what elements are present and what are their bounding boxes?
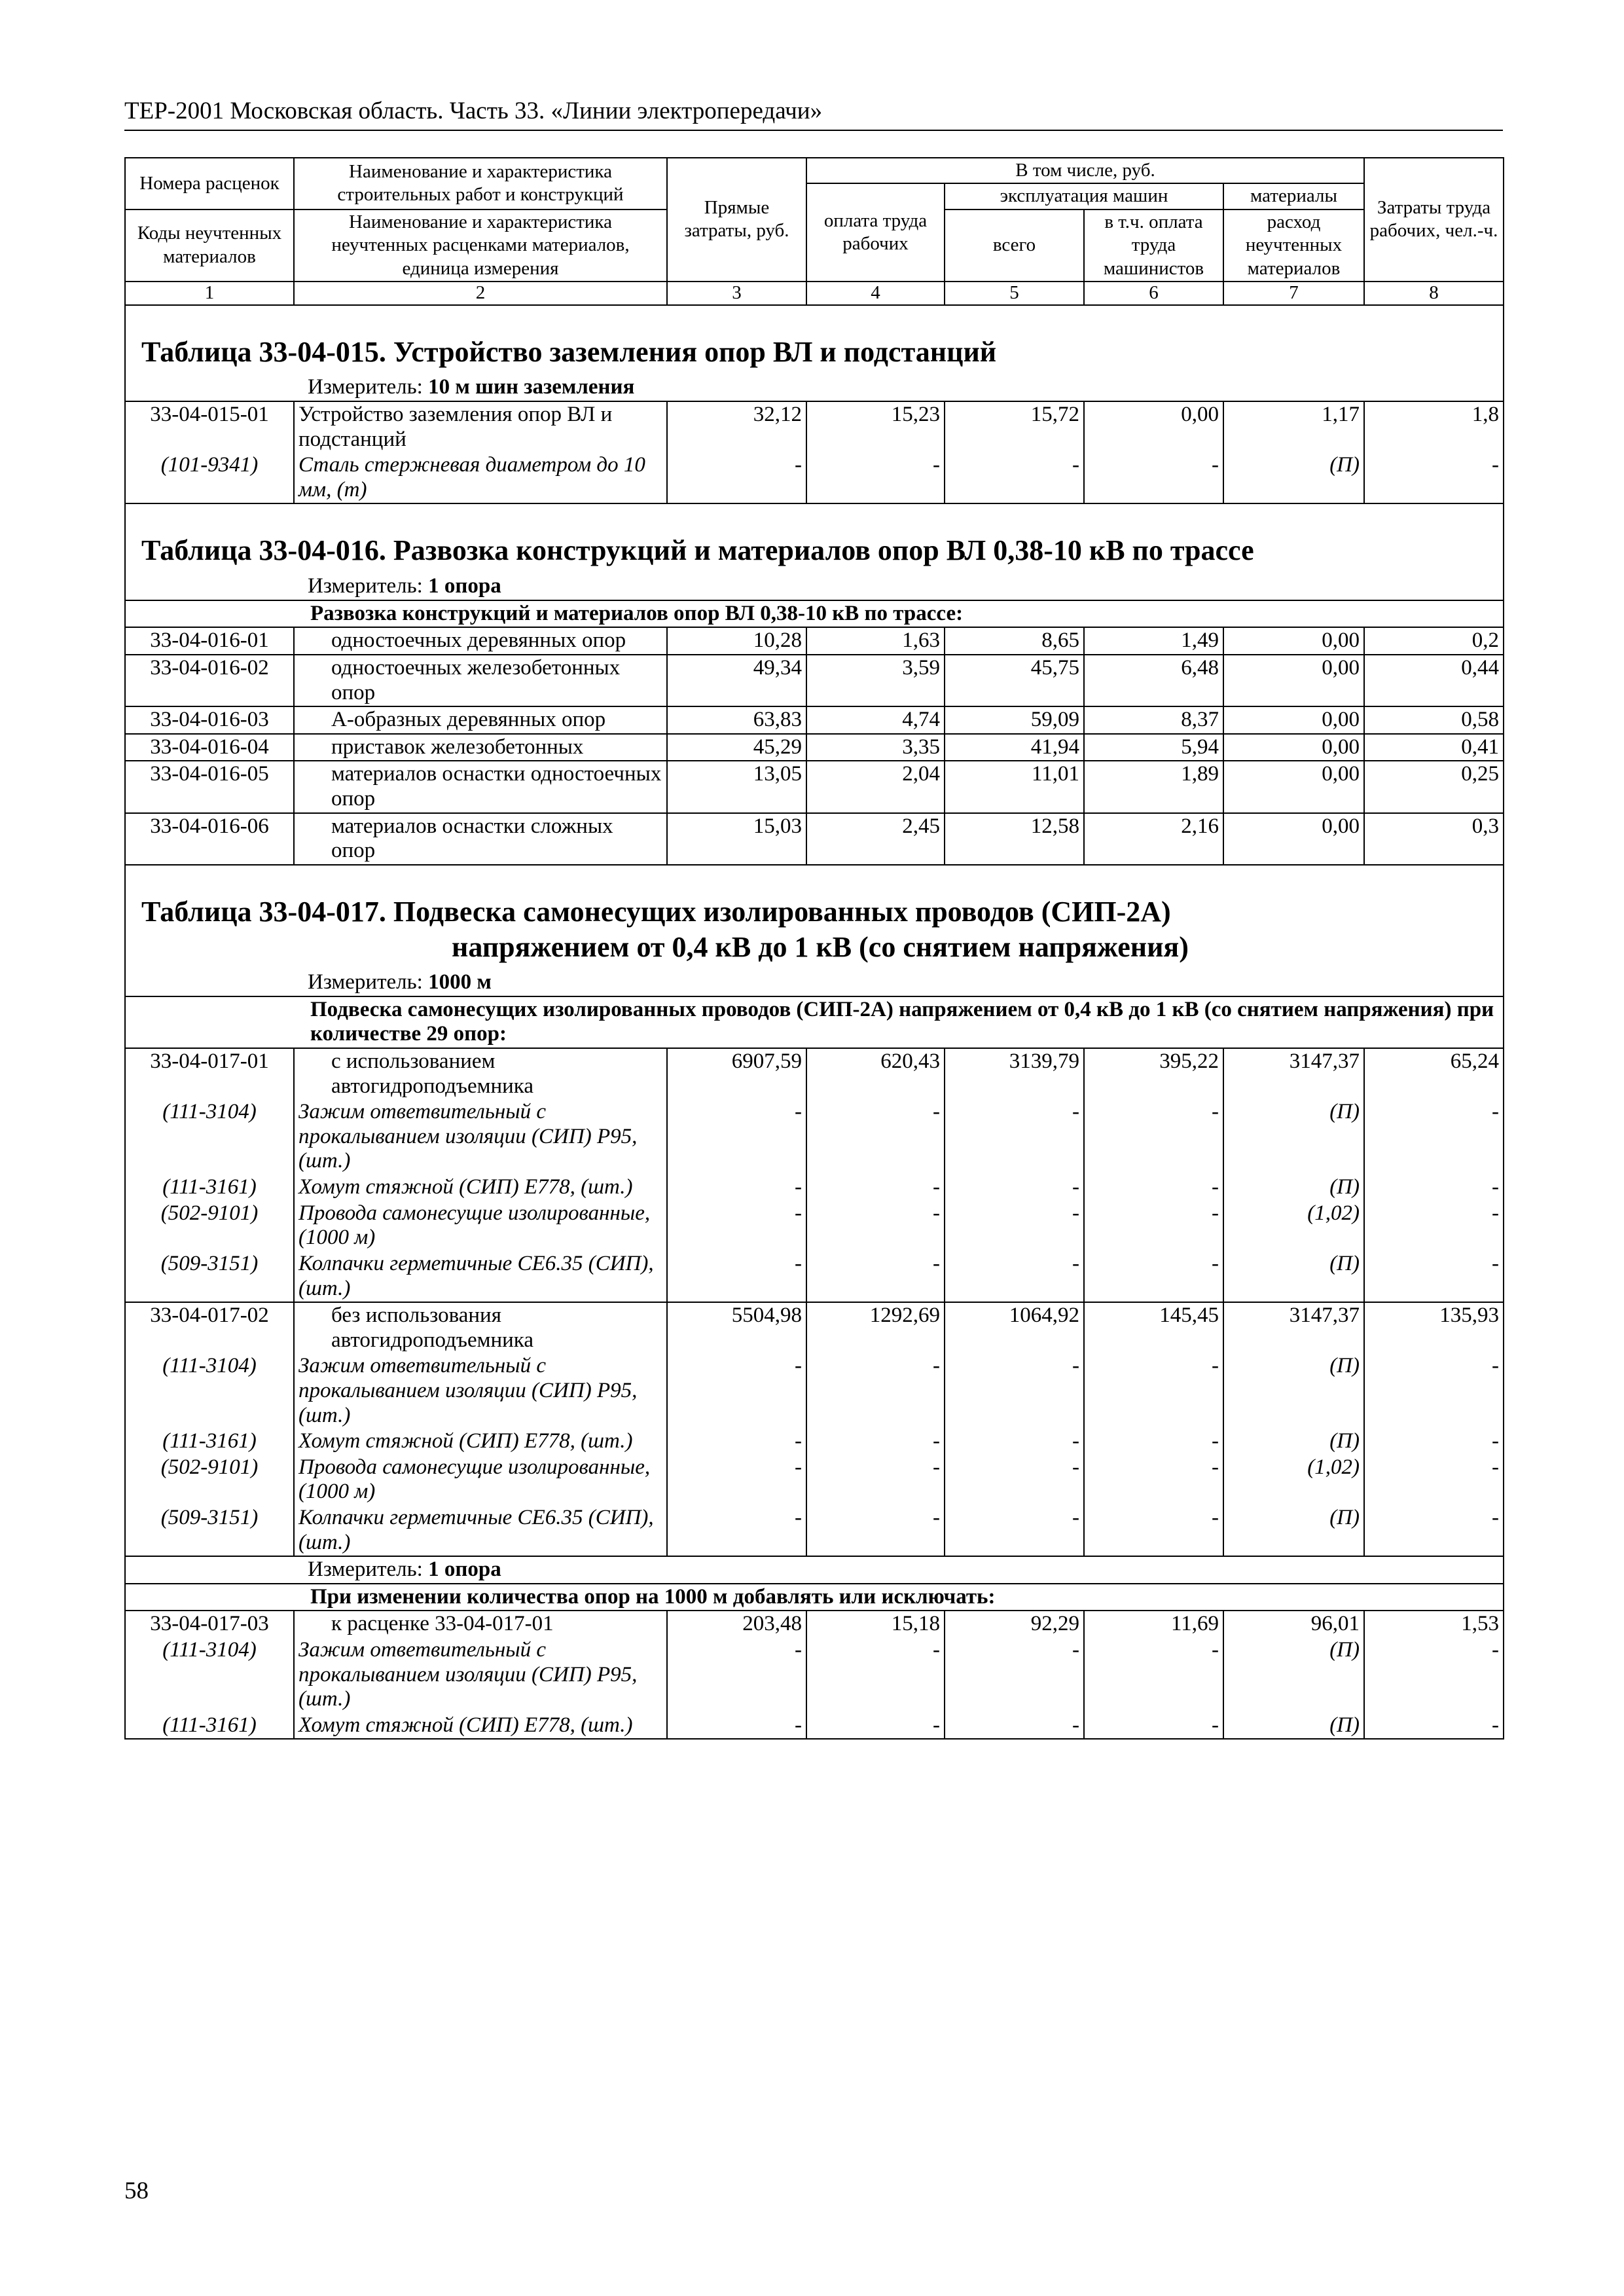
- meter-value: 10 м шин заземления: [428, 375, 635, 399]
- meter-016: [125, 574, 1504, 600]
- table-row: [125, 1175, 1504, 1201]
- machine-total: -: [945, 1099, 1084, 1175]
- table-title-line2: напряжением от 0,4 кВ до 1 кВ (со снятием напряжения): [452, 930, 1189, 963]
- material-code: (111-3104): [125, 1353, 294, 1429]
- material-name: Зажим ответвительный с прокалыванием изоляции (СИП) Р95, (шт.): [294, 1637, 667, 1713]
- labor-costs: -: [1364, 1455, 1504, 1505]
- table-header: [125, 158, 1504, 305]
- labor-costs: 0,44: [1364, 655, 1504, 706]
- table-row: [125, 1429, 1504, 1455]
- header-materials: материалы: [1223, 183, 1364, 209]
- machinist-pay: -: [1084, 1637, 1223, 1713]
- workers-pay: 2,45: [806, 813, 945, 865]
- labor-costs: -: [1364, 1505, 1504, 1556]
- header-unaccounted-materials: расход неучтенных материалов: [1223, 210, 1364, 282]
- materials: (П): [1223, 1251, 1364, 1302]
- machine-total: 41,94: [945, 734, 1084, 761]
- machine-total: -: [945, 1251, 1084, 1302]
- header-work-name: Наименование и характеристика строительных работ и конструкций: [294, 158, 667, 210]
- material-name: Зажим ответвительный с прокалыванием изоляции (СИП) Р95, (шт.): [294, 1099, 667, 1175]
- subheading-017-per-pole: При изменении количества опор на 1000 м добавлять или исключать:: [125, 1584, 1504, 1611]
- machine-total: -: [945, 1505, 1084, 1556]
- workers-pay: -: [806, 1201, 945, 1251]
- table-row: [125, 655, 1504, 706]
- table-row: [125, 1505, 1504, 1556]
- table-title-015: Таблица 33-04-015. Устройство заземления опор ВЛ и подстанций: [125, 305, 1504, 375]
- direct-costs: -: [667, 1175, 806, 1201]
- machinist-pay: -: [1084, 1175, 1223, 1201]
- table-row: [125, 1048, 1504, 1099]
- direct-costs: 63,83: [667, 706, 806, 734]
- direct-costs: 45,29: [667, 734, 806, 761]
- machine-total: -: [945, 1201, 1084, 1251]
- rate-name: Устройство заземления опор ВЛ и подстанций: [294, 401, 667, 452]
- direct-costs: -: [667, 1455, 806, 1505]
- material-name: Колпачки герметичные СЕ6.35 (СИП), (шт.): [294, 1251, 667, 1302]
- material-code: (509-3151): [125, 1251, 294, 1302]
- labor-costs: 0,2: [1364, 627, 1504, 655]
- direct-costs: 6907,59: [667, 1048, 806, 1099]
- table-row: [125, 1637, 1504, 1713]
- rate-code: 33-04-017-03: [125, 1611, 294, 1637]
- table-row: [125, 452, 1504, 503]
- materials: (П): [1223, 1505, 1364, 1556]
- machine-total: 15,72: [945, 401, 1084, 452]
- subheading-017: Подвеска самонесущих изолированных проводов (СИП-2А) напряжением от 0,4 кВ до 1 кВ (со снятием напряжения) при количестве 29 опор:: [125, 996, 1504, 1048]
- materials: 96,01: [1223, 1611, 1364, 1637]
- meter-015: [125, 374, 1504, 401]
- workers-pay: -: [806, 452, 945, 503]
- materials: 0,00: [1223, 706, 1364, 734]
- machinist-pay: 395,22: [1084, 1048, 1223, 1099]
- rate-code: 33-04-016-06: [125, 813, 294, 865]
- rate-name: приставок железобетонных: [294, 734, 667, 761]
- materials: 3147,37: [1223, 1302, 1364, 1353]
- material-code: (111-3104): [125, 1637, 294, 1713]
- table-row: [125, 1099, 1504, 1175]
- workers-pay: -: [806, 1637, 945, 1713]
- machinist-pay: 0,00: [1084, 401, 1223, 452]
- rate-name: одностоечных железобетонных опор: [294, 655, 667, 706]
- rate-code: 33-04-016-02: [125, 655, 294, 706]
- workers-pay: 2,04: [806, 761, 945, 812]
- rate-code: 33-04-016-03: [125, 706, 294, 734]
- materials: 1,17: [1223, 401, 1364, 452]
- meter-label: Измеритель:: [308, 1558, 423, 1582]
- meter-label: Измеритель:: [308, 970, 423, 994]
- table-title-016: Таблица 33-04-016. Развозка конструкций и материалов опор ВЛ 0,38-10 кВ по трассе: [125, 503, 1504, 574]
- labor-costs: 65,24: [1364, 1048, 1504, 1099]
- table-row: [125, 1201, 1504, 1251]
- labor-costs: -: [1364, 1637, 1504, 1713]
- material-name: Хомут стяжной (СИП) Е778, (шт.): [294, 1713, 667, 1740]
- meter-value: 1 опора: [428, 1558, 501, 1582]
- table-row: [125, 706, 1504, 734]
- machine-total: 11,01: [945, 761, 1084, 812]
- running-title: ТЕР-2001 Московская область. Часть 33. «Линии электропередачи»: [124, 98, 823, 124]
- workers-pay: 1,63: [806, 627, 945, 655]
- col-number: 4: [806, 282, 945, 305]
- table-row: [125, 1302, 1504, 1353]
- labor-costs: -: [1364, 1175, 1504, 1201]
- workers-pay: -: [806, 1455, 945, 1505]
- machinist-pay: -: [1084, 1429, 1223, 1455]
- machinist-pay: -: [1084, 1201, 1223, 1251]
- header-unaccounted-names: Наименование и характеристика неучтенных расценками материалов, единица измерения: [294, 210, 667, 282]
- rate-code: 33-04-017-01: [125, 1048, 294, 1099]
- meter-017-per-pole: [125, 1556, 1504, 1584]
- materials: 0,00: [1223, 655, 1364, 706]
- direct-costs: 49,34: [667, 655, 806, 706]
- direct-costs: 10,28: [667, 627, 806, 655]
- labor-costs: -: [1364, 452, 1504, 503]
- table-row: [125, 1251, 1504, 1302]
- col-number: 7: [1223, 282, 1364, 305]
- col-number: 2: [294, 282, 667, 305]
- machine-total: 1064,92: [945, 1302, 1084, 1353]
- direct-costs: -: [667, 452, 806, 503]
- labor-costs: 1,53: [1364, 1611, 1504, 1637]
- header-machine-operation: эксплуатация машин: [945, 183, 1223, 209]
- material-code: (101-9341): [125, 452, 294, 503]
- table-row: [125, 401, 1504, 452]
- labor-costs: -: [1364, 1099, 1504, 1175]
- machinist-pay: -: [1084, 1455, 1223, 1505]
- material-name: Хомут стяжной (СИП) Е778, (шт.): [294, 1429, 667, 1455]
- header-machine-total: всего: [945, 210, 1084, 282]
- table-title-017: [125, 865, 1504, 970]
- header-labor-costs: Затраты труда рабочих, чел.-ч.: [1364, 158, 1504, 282]
- materials: (П): [1223, 1713, 1364, 1740]
- machinist-pay: 1,49: [1084, 627, 1223, 655]
- materials: (П): [1223, 1637, 1364, 1713]
- material-name: Зажим ответвительный с прокалыванием изоляции (СИП) Р95, (шт.): [294, 1353, 667, 1429]
- header-direct-costs: Прямые затраты, руб.: [667, 158, 806, 282]
- rate-name: материалов оснастки одностоечных опор: [294, 761, 667, 812]
- header-workers-pay: оплата труда рабочих: [806, 183, 945, 282]
- direct-costs: 32,12: [667, 401, 806, 452]
- col-number: 5: [945, 282, 1084, 305]
- header-machinist-pay: в т.ч. оплата труда машинистов: [1084, 210, 1223, 282]
- table-row: [125, 1713, 1504, 1740]
- materials: (П): [1223, 1353, 1364, 1429]
- workers-pay: -: [806, 1353, 945, 1429]
- direct-costs: -: [667, 1429, 806, 1455]
- rate-name: с использованием автогидроподъемника: [294, 1048, 667, 1099]
- table-row: [125, 1611, 1504, 1637]
- material-code: (502-9101): [125, 1455, 294, 1505]
- machine-total: -: [945, 1353, 1084, 1429]
- materials: (П): [1223, 1175, 1364, 1201]
- material-code: (111-3104): [125, 1099, 294, 1175]
- materials: 0,00: [1223, 761, 1364, 812]
- meter-label: Измеритель:: [308, 375, 423, 399]
- workers-pay: 15,23: [806, 401, 945, 452]
- title-rule: [124, 130, 1503, 131]
- material-code: (509-3151): [125, 1505, 294, 1556]
- machine-total: 92,29: [945, 1611, 1084, 1637]
- subheading-016: Развозка конструкций и материалов опор ВЛ 0,38-10 кВ по трассе:: [125, 600, 1504, 628]
- table-row: [125, 813, 1504, 865]
- material-name: Провода самонесущие изолированные, (1000 м): [294, 1201, 667, 1251]
- machine-total: 8,65: [945, 627, 1084, 655]
- table-title-line1: Таблица 33-04-017. Подвеска самонесущих изолированных проводов (СИП-2А): [141, 895, 1171, 928]
- rate-name: материалов оснастки сложных опор: [294, 813, 667, 865]
- column-numbers-row: [125, 282, 1504, 305]
- machinist-pay: 8,37: [1084, 706, 1223, 734]
- material-code: (111-3161): [125, 1713, 294, 1740]
- material-name: Провода самонесущие изолированные, (1000 м): [294, 1455, 667, 1505]
- machinist-pay: -: [1084, 452, 1223, 503]
- machine-total: 3139,79: [945, 1048, 1084, 1099]
- meter-value: 1000 м: [428, 970, 492, 994]
- rate-name: А-образных деревянных опор: [294, 706, 667, 734]
- labor-costs: -: [1364, 1201, 1504, 1251]
- header-rate-numbers: Номера расценок: [125, 158, 294, 210]
- direct-costs: -: [667, 1713, 806, 1740]
- direct-costs: 5504,98: [667, 1302, 806, 1353]
- machinist-pay: 1,89: [1084, 761, 1223, 812]
- machine-total: -: [945, 452, 1084, 503]
- direct-costs: -: [667, 1637, 806, 1713]
- machinist-pay: -: [1084, 1251, 1223, 1302]
- machine-total: 45,75: [945, 655, 1084, 706]
- materials: (П): [1223, 1099, 1364, 1175]
- workers-pay: 15,18: [806, 1611, 945, 1637]
- materials: 0,00: [1223, 734, 1364, 761]
- col-number: 8: [1364, 282, 1504, 305]
- machinist-pay: -: [1084, 1099, 1223, 1175]
- table-row: [125, 761, 1504, 812]
- table-row: [125, 1455, 1504, 1505]
- workers-pay: -: [806, 1713, 945, 1740]
- labor-costs: 1,8: [1364, 401, 1504, 452]
- rate-name: одностоечных деревянных опор: [294, 627, 667, 655]
- machinist-pay: 11,69: [1084, 1611, 1223, 1637]
- material-code: (111-3161): [125, 1175, 294, 1201]
- labor-costs: 0,3: [1364, 813, 1504, 865]
- workers-pay: -: [806, 1175, 945, 1201]
- labor-costs: 135,93: [1364, 1302, 1504, 1353]
- material-name: Сталь стержневая диаметром до 10 мм, (т): [294, 452, 667, 503]
- direct-costs: -: [667, 1099, 806, 1175]
- machine-total: -: [945, 1713, 1084, 1740]
- rate-code: 33-04-016-05: [125, 761, 294, 812]
- col-number: 1: [125, 282, 294, 305]
- header-including: В том числе, руб.: [806, 158, 1364, 183]
- direct-costs: -: [667, 1251, 806, 1302]
- material-code: (111-3161): [125, 1429, 294, 1455]
- workers-pay: 4,74: [806, 706, 945, 734]
- workers-pay: 1292,69: [806, 1302, 945, 1353]
- direct-costs: -: [667, 1201, 806, 1251]
- page-number: 58: [124, 2178, 149, 2204]
- table-row: [125, 734, 1504, 761]
- machinist-pay: 145,45: [1084, 1302, 1223, 1353]
- machine-total: 59,09: [945, 706, 1084, 734]
- labor-costs: -: [1364, 1429, 1504, 1455]
- materials: (П): [1223, 452, 1364, 503]
- meter-value: 1 опора: [428, 574, 501, 598]
- workers-pay: 620,43: [806, 1048, 945, 1099]
- materials: (П): [1223, 1429, 1364, 1455]
- materials: 3147,37: [1223, 1048, 1364, 1099]
- labor-costs: -: [1364, 1353, 1504, 1429]
- machine-total: -: [945, 1175, 1084, 1201]
- direct-costs: -: [667, 1353, 806, 1429]
- workers-pay: -: [806, 1429, 945, 1455]
- rate-name: к расценке 33-04-017-01: [294, 1611, 667, 1637]
- material-name: Хомут стяжной (СИП) Е778, (шт.): [294, 1175, 667, 1201]
- machinist-pay: -: [1084, 1713, 1223, 1740]
- labor-costs: 0,58: [1364, 706, 1504, 734]
- workers-pay: 3,35: [806, 734, 945, 761]
- table-row: [125, 1353, 1504, 1429]
- machinist-pay: 5,94: [1084, 734, 1223, 761]
- rate-code: 33-04-016-04: [125, 734, 294, 761]
- direct-costs: 203,48: [667, 1611, 806, 1637]
- workers-pay: -: [806, 1251, 945, 1302]
- workers-pay: -: [806, 1505, 945, 1556]
- direct-costs: 13,05: [667, 761, 806, 812]
- machine-total: -: [945, 1429, 1084, 1455]
- labor-costs: 0,25: [1364, 761, 1504, 812]
- machine-total: 12,58: [945, 813, 1084, 865]
- rate-code: 33-04-017-02: [125, 1302, 294, 1353]
- rate-code: 33-04-016-01: [125, 627, 294, 655]
- col-number: 3: [667, 282, 806, 305]
- col-number: 6: [1084, 282, 1223, 305]
- materials: 0,00: [1223, 813, 1364, 865]
- materials: (1,02): [1223, 1455, 1364, 1505]
- meter-017: [125, 970, 1504, 996]
- table-row: [125, 627, 1504, 655]
- machinist-pay: -: [1084, 1505, 1223, 1556]
- material-name: Колпачки герметичные СЕ6.35 (СИП), (шт.): [294, 1505, 667, 1556]
- direct-costs: 15,03: [667, 813, 806, 865]
- machine-total: -: [945, 1455, 1084, 1505]
- header-unaccounted-codes: Коды неучтенных материалов: [125, 210, 294, 282]
- machinist-pay: -: [1084, 1353, 1223, 1429]
- workers-pay: -: [806, 1099, 945, 1175]
- materials: (1,02): [1223, 1201, 1364, 1251]
- meter-label: Измеритель:: [308, 574, 423, 598]
- labor-costs: 0,41: [1364, 734, 1504, 761]
- machine-total: -: [945, 1637, 1084, 1713]
- direct-costs: -: [667, 1505, 806, 1556]
- material-code: (502-9101): [125, 1201, 294, 1251]
- price-table: [124, 157, 1504, 1740]
- machinist-pay: 2,16: [1084, 813, 1223, 865]
- materials: 0,00: [1223, 627, 1364, 655]
- labor-costs: -: [1364, 1713, 1504, 1740]
- rate-code: 33-04-015-01: [125, 401, 294, 452]
- workers-pay: 3,59: [806, 655, 945, 706]
- machinist-pay: 6,48: [1084, 655, 1223, 706]
- labor-costs: -: [1364, 1251, 1504, 1302]
- rate-name: без использования автогидроподъемника: [294, 1302, 667, 1353]
